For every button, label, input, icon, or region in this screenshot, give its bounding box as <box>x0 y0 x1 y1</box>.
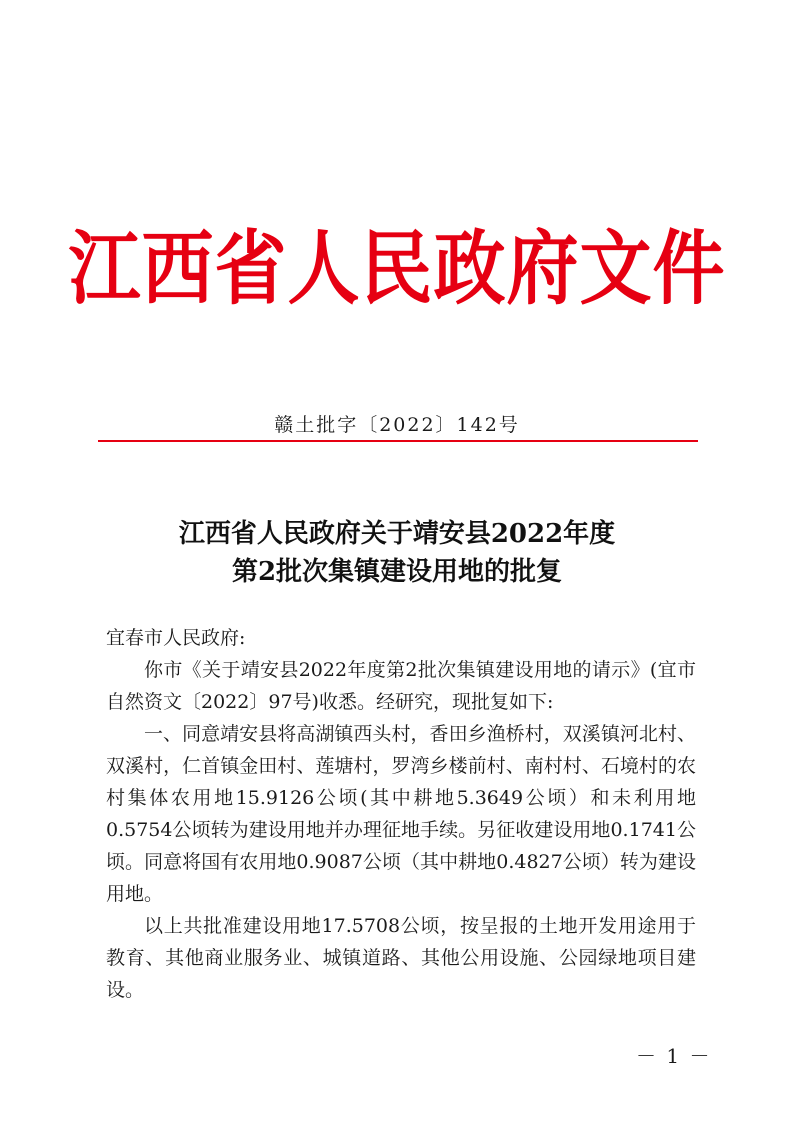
paragraph: 你市《关于靖安县2022年度第2批次集镇建设用地的请示》(宜市自然资文〔2022〕97号)收悉。经研究，现批复如下: <box>106 659 696 713</box>
addressee: 宜春市人民政府: <box>106 627 246 649</box>
issuer-masthead: 江西省人民政府文件 <box>68 220 726 316</box>
red-divider <box>98 440 698 442</box>
page-number: － 1 － <box>636 1044 712 1068</box>
document-body <box>106 622 696 1006</box>
title-line-1: 江西省人民政府关于靖安县2022年度 <box>178 519 616 549</box>
paragraph: 一、同意靖安县将高湖镇西头村，香田乡渔桥村，双溪镇河北村、双溪村，仁首镇金田村、莲塘村，罗湾乡楼前村、南村村、石境村的农村集体农用地15.9126公顷(其中耕地5.3649公顷）和未利用地0.5754公顷转为建设用地并办理征地手续。另征收建设用地0.1741公顷。同意将国有农用地0.9087公顷（其中耕地0.4827公顷）转为建设用地。 <box>106 723 696 905</box>
paragraph: 以上共批准建设用地17.5708公顷，按呈报的土地开发用途用于教育、其他商业服务业、城镇道路、其他公用设施、公园绿地项目建设。 <box>106 915 696 1001</box>
document-title <box>0 515 794 591</box>
document-number: 赣土批字〔2022〕142号 <box>274 414 520 436</box>
title-line-2: 第2批次集镇建设用地的批复 <box>231 557 563 587</box>
